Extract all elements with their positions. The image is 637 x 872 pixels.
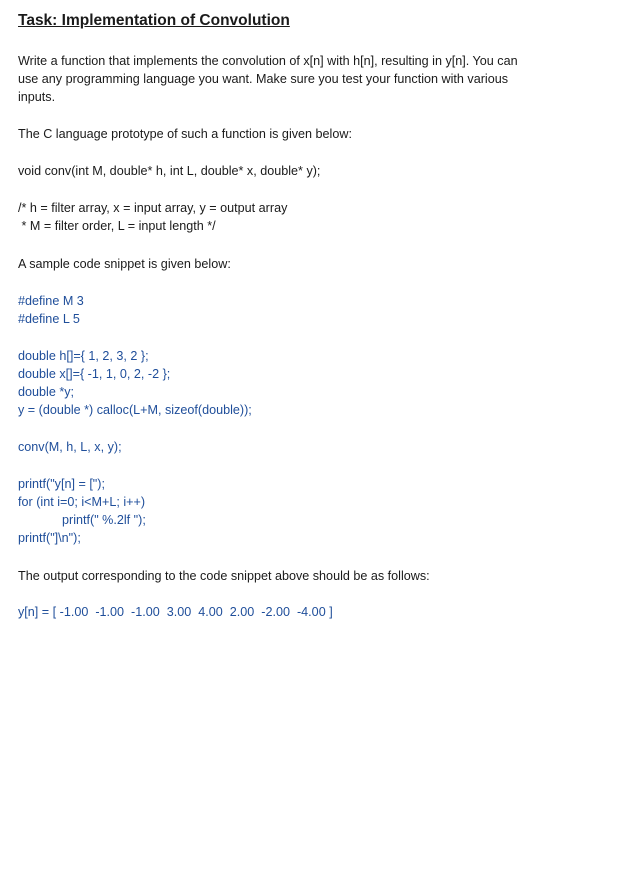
page-title: Task: Implementation of Convolution xyxy=(18,12,290,29)
intro-line-1: Write a function that implements the convolution of x[n] with h[n], resulting in y[n]. You can xyxy=(18,54,518,68)
code-for-loop: for (int i=0; i<M+L; i++) xyxy=(18,495,146,509)
comment-line-2: * M = filter order, L = input length */ xyxy=(18,219,216,233)
code-define-l: #define L 5 xyxy=(18,312,80,326)
expected-output: y[n] = [ -1.00 -1.00 -1.00 3.00 4.00 2.00 -2.00 -4.00 ] xyxy=(18,605,333,619)
snippet-intro: A sample code snippet is given below: xyxy=(18,257,231,271)
code-decl-x: double x[]={ -1, 1, 0, 2, -2 }; xyxy=(18,367,171,381)
intro-line-3: inputs. xyxy=(18,90,56,104)
output-intro: The output corresponding to the code snippet above should be as follows: xyxy=(18,569,430,583)
intro-line-2: use any programming language you want. Make sure you test your function with various xyxy=(18,72,509,86)
code-decl-h: double h[]={ 1, 2, 3, 2 }; xyxy=(18,349,149,363)
code-calloc: y = (double *) calloc(L+M, sizeof(double)); xyxy=(18,403,252,417)
code-printf-value: printf(" %.2lf "); xyxy=(62,513,146,527)
prototype-intro: The C language prototype of such a function is given below: xyxy=(18,127,352,141)
code-decl-y: double *y; xyxy=(18,385,75,399)
code-conv-call: conv(M, h, L, x, y); xyxy=(18,440,122,454)
code-printf-open: printf("y[n] = ["); xyxy=(18,477,105,491)
code-define-m: #define M 3 xyxy=(18,294,84,308)
code-printf-close: printf("]\n"); xyxy=(18,531,81,545)
comment-line-1: /* h = filter array, x = input array, y = output array xyxy=(18,201,288,215)
prototype-signature: void conv(int M, double* h, int L, double* x, double* y); xyxy=(18,164,321,178)
